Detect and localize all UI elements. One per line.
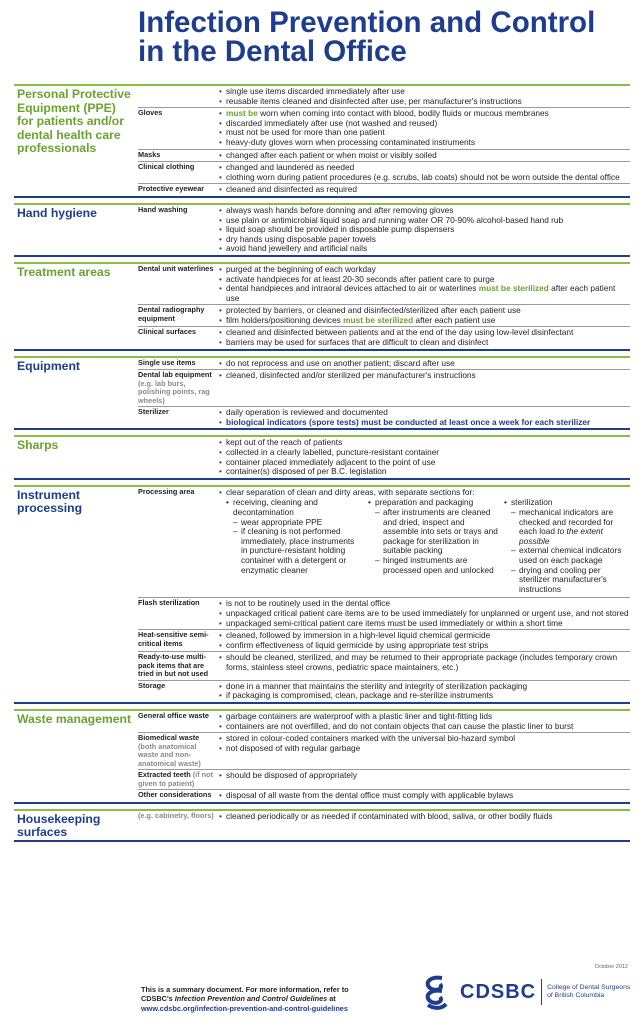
row-biomedical-waste xyxy=(138,732,630,769)
section-heading-instrument-processing: Instrument processing xyxy=(17,487,83,516)
list-item: • daily operation is reviewed and documented xyxy=(219,408,630,418)
row-label: Clinical clothing xyxy=(138,162,195,172)
column-sterilization: • sterilization – mechanical indicators are checked and recorded for each load to the extent possible – external chemical indicators used on each package – drying and cooling per sterilizer manufacturer's instructions xyxy=(498,498,626,594)
column-receiving: • receiving, cleaning and decontamination – wear appropriate PPE – if cleaning is not performed immediately, place instruments in puncture-resistant holding container with a detergent or enzymatic cleaner xyxy=(226,498,362,594)
section-sharps xyxy=(14,435,630,479)
list-item: • should be disposed of appropriately xyxy=(219,771,630,781)
row-housekeeping xyxy=(138,811,630,830)
section-heading-ppe: Personal Protective Equipment (PPE) for patients and/or dental health care professionals xyxy=(17,87,131,155)
list-item: • purged at the beginning of each workday xyxy=(219,265,630,275)
list-item: • not disposed of with regular garbage xyxy=(219,744,630,754)
cdsbc-logo xyxy=(416,974,630,1010)
list-item: • cleaned, followed by immersion in a high-level liquid chemical germicide xyxy=(219,631,630,641)
list-item: • protected by barriers, or cleaned and disinfected/sterilized after each patient use xyxy=(219,306,630,316)
list-item xyxy=(219,418,630,428)
title-line-1: Infection Prevention and Control xyxy=(138,6,596,39)
section-housekeeping xyxy=(14,809,630,842)
guidelines-link[interactable]: www.cdsbc.org/infection-prevention-and-control-guidelines xyxy=(141,1003,348,1013)
list-item: • kept out of the reach of patients xyxy=(219,438,630,448)
row-other-considerations xyxy=(138,789,630,802)
logo-wordmark: CDSBC xyxy=(460,980,537,1003)
row-ppe-general xyxy=(138,86,630,107)
list-item: • barriers may be used for surfaces that are difficult to clean and disinfect xyxy=(219,338,630,348)
highlight-text: biological indicators (spore tests) must be conducted at least once a week for each sterilizer xyxy=(226,416,591,427)
row-label: Flash sterilization xyxy=(138,598,200,608)
list-item: • use plain or antimicrobial liquid soap and running water OR 70-90% alcohol-based hand rub xyxy=(219,216,630,226)
row-ready-to-use xyxy=(138,651,630,680)
list-item: • if packaging is compromised, clean, package and re-sterilize instruments xyxy=(219,691,630,701)
list-item: • should be cleaned, sterilized, and may be returned to their appropriate package (includes temporary crown forms, stainless steel crowns, pediatric space maintainers, etc.) xyxy=(219,653,630,672)
list-item: • always wash hands before donning and after removing gloves xyxy=(219,206,630,216)
list-item: • discarded immediately after use (not washed and reused) xyxy=(219,119,630,129)
row-label: Heat-sensitive semi-critical items xyxy=(138,630,209,648)
list-item: • stored in colour-coded containers marked with the universal bio-hazard symbol xyxy=(219,734,630,744)
row-processing-area xyxy=(138,487,630,598)
footer-note: This is a summary document. For more information, refer to CDSBC's Infection Prevention and Control Guidelines at www.cdsbc.org/infection-prevention-and-control-guidelines xyxy=(141,985,349,1013)
row-heat-sensitive xyxy=(138,629,630,651)
row-flash-sterilization xyxy=(138,597,630,629)
row-label: Protective eyewear xyxy=(138,184,205,194)
row-label: Ready-to-use multi-pack items that are tried in but not used xyxy=(138,652,209,679)
row-label: Sterilizer xyxy=(138,407,169,417)
list-item: • clothing worn during patient procedures (e.g. scrubs, lab coats) should not be worn outside the dental office xyxy=(219,173,630,183)
row-dental-unit-waterlines xyxy=(138,264,630,304)
list-item: • do not reprocess and use on another patient; discard after use xyxy=(219,359,630,369)
list-item: • disposal of all waste from the dental office must comply with applicable bylaws xyxy=(219,791,630,801)
logo-mark-icon xyxy=(416,972,456,1012)
list-item: • cleaned and disinfected as required xyxy=(219,185,630,195)
list-item: • must be worn when coming into contact with blood, bodily fluids or mucous membranes xyxy=(219,109,630,119)
list-item: • unpackaged semi-critical patient care items must be used immediately or within a short time xyxy=(219,619,630,629)
page-title xyxy=(138,8,633,66)
list-item: • changed after each patient or when moist or visibly soiled xyxy=(219,151,630,161)
list-item: • cleaned periodically or as needed if contaminated with blood, saliva, or other bodily fluids xyxy=(219,812,630,822)
row-storage xyxy=(138,680,630,702)
list-item: • collected in a clearly labelled, puncture-resistant container xyxy=(219,448,630,458)
row-label: Storage xyxy=(138,680,166,690)
row-label-note: (both anatomical waste and non-anatomical waste) xyxy=(138,741,201,768)
section-heading-equipment: Equipment xyxy=(17,358,80,373)
row-dental-radiography xyxy=(138,304,630,326)
logo-college-name: College of Dental Surgeons of British Columbia xyxy=(547,984,631,999)
publication-date: October 2012 xyxy=(594,964,628,970)
section-heading-sharps: Sharps xyxy=(17,438,59,453)
row-label: Dental radiography equipment xyxy=(138,305,205,323)
row-protective-eyewear xyxy=(138,183,630,196)
row-clinical-surfaces xyxy=(138,326,630,348)
section-treatment-areas xyxy=(14,262,630,351)
list-item: • dental handpieces and intraoral devices attached to air or waterlines must be sterilized after each patient use xyxy=(219,284,630,303)
row-clinical-clothing xyxy=(138,161,630,183)
row-label: Dental unit waterlines xyxy=(138,263,214,273)
highlight-text: must be sterilized xyxy=(478,283,549,294)
list-item: • done in a manner that maintains the sterility and integrity of sterilization packaging xyxy=(219,682,630,692)
section-heading-waste-management: Waste management xyxy=(17,712,132,726)
list-item: • activate handpieces for at least 20-30 seconds after patient care to purge xyxy=(219,275,630,285)
list-item: • confirm effectiveness of liquid germicide by using appropriate test strips xyxy=(219,641,630,651)
row-gloves xyxy=(138,107,630,148)
row-general-office-waste xyxy=(138,711,630,732)
row-label-note: (e.g. cabinetry, floors) xyxy=(138,810,214,820)
list-item: • reusable items cleaned and disinfected after use, per manufacturer's instructions xyxy=(219,97,630,107)
row-label: Extracted teeth (if not given to patient) xyxy=(138,770,214,788)
row-sharps xyxy=(138,437,630,477)
row-label: Gloves xyxy=(138,108,163,118)
list-item: • clear separation of clean and dirty areas, with separate sections for: xyxy=(219,488,630,498)
row-sterilizer xyxy=(138,406,630,428)
section-heading-hand-hygiene: Hand hygiene xyxy=(17,205,97,220)
row-extracted-teeth xyxy=(138,769,630,789)
highlight-text: must be sterilized xyxy=(343,314,414,325)
list-item: • heavy-duty gloves worn when processing contaminated instruments xyxy=(219,138,630,148)
row-masks xyxy=(138,149,630,162)
list-item: • must not be used for more than one patient xyxy=(219,128,630,138)
section-hand-hygiene xyxy=(14,203,630,257)
row-hand-washing xyxy=(138,205,630,255)
row-label: Processing area xyxy=(138,486,195,496)
list-item: • cleaned and disinfected between patients and at the end of the day using low-level disinfectant xyxy=(219,328,630,338)
row-label: Hand washing xyxy=(138,204,188,214)
row-label xyxy=(138,811,219,830)
list-item: • garbage containers are waterproof with a plastic liner and tight-fitting lids xyxy=(219,712,630,722)
section-equipment xyxy=(14,356,630,431)
row-label-note: (if not given to patient) xyxy=(138,770,214,788)
summary-table xyxy=(14,84,630,842)
row-label-note: (e.g. lab burs, polishing points, rag wheels) xyxy=(138,378,210,405)
processing-columns xyxy=(219,498,630,594)
row-dental-lab-equipment xyxy=(138,369,630,406)
list-item: • unpackaged critical patient care items are to be used immediately for unplanned or urgent use, and not stored xyxy=(219,609,630,619)
row-label: Biomedical waste (both anatomical waste and non-anatomical waste) xyxy=(138,733,201,768)
list-item: • avoid hand jewellery and artificial nails xyxy=(219,244,630,254)
list-item: • containers are not overfilled, and do not contain objects that can cause the plastic liner to burst xyxy=(219,722,630,732)
row-label: Masks xyxy=(138,149,161,159)
section-instrument-processing xyxy=(14,485,630,704)
list-item: • film holders/positioning devices must be sterilized after each patient use xyxy=(219,316,630,326)
list-item: • liquid soap should be provided in disposable pump dispensers xyxy=(219,225,630,235)
column-preparation: • preparation and packaging – after instruments are cleaned and dried, inspect and assemble into sets or trays and package for sterilization in suitable packing – hinged instruments are processed open and unlocked xyxy=(362,498,498,594)
list-item: • dry hands using disposable paper towels xyxy=(219,235,630,245)
logo-divider xyxy=(541,979,542,1005)
row-label: Other considerations xyxy=(138,790,212,800)
section-heading-treatment-areas: Treatment areas xyxy=(17,264,111,279)
row-label: Dental lab equipment (e.g. lab burs, polishing points, rag wheels) xyxy=(138,370,212,405)
row-label: Clinical surfaces xyxy=(138,327,196,337)
list-item: • container(s) disposed of per B.C. legislation xyxy=(219,467,630,477)
row-single-use-items xyxy=(138,358,630,370)
section-ppe xyxy=(14,84,630,198)
section-heading-housekeeping: Housekeeping surfaces xyxy=(17,811,101,840)
list-item: • cleaned, disinfected and/or sterilized per manufacturer's instructions xyxy=(219,371,630,381)
list-item: • is not to be routinely used in the dental office xyxy=(219,599,630,609)
list-item: • container placed immediately adjacent to the point of use xyxy=(219,458,630,468)
section-waste-management xyxy=(14,709,630,804)
list-item: • single use items discarded immediately after use xyxy=(219,87,630,97)
row-label: General office waste xyxy=(138,711,209,720)
highlight-text: must be xyxy=(226,108,258,119)
title-line-2: in the Dental Office xyxy=(138,35,407,68)
list-item: • changed and laundered as needed xyxy=(219,163,630,173)
row-label: Single use items xyxy=(138,357,196,367)
